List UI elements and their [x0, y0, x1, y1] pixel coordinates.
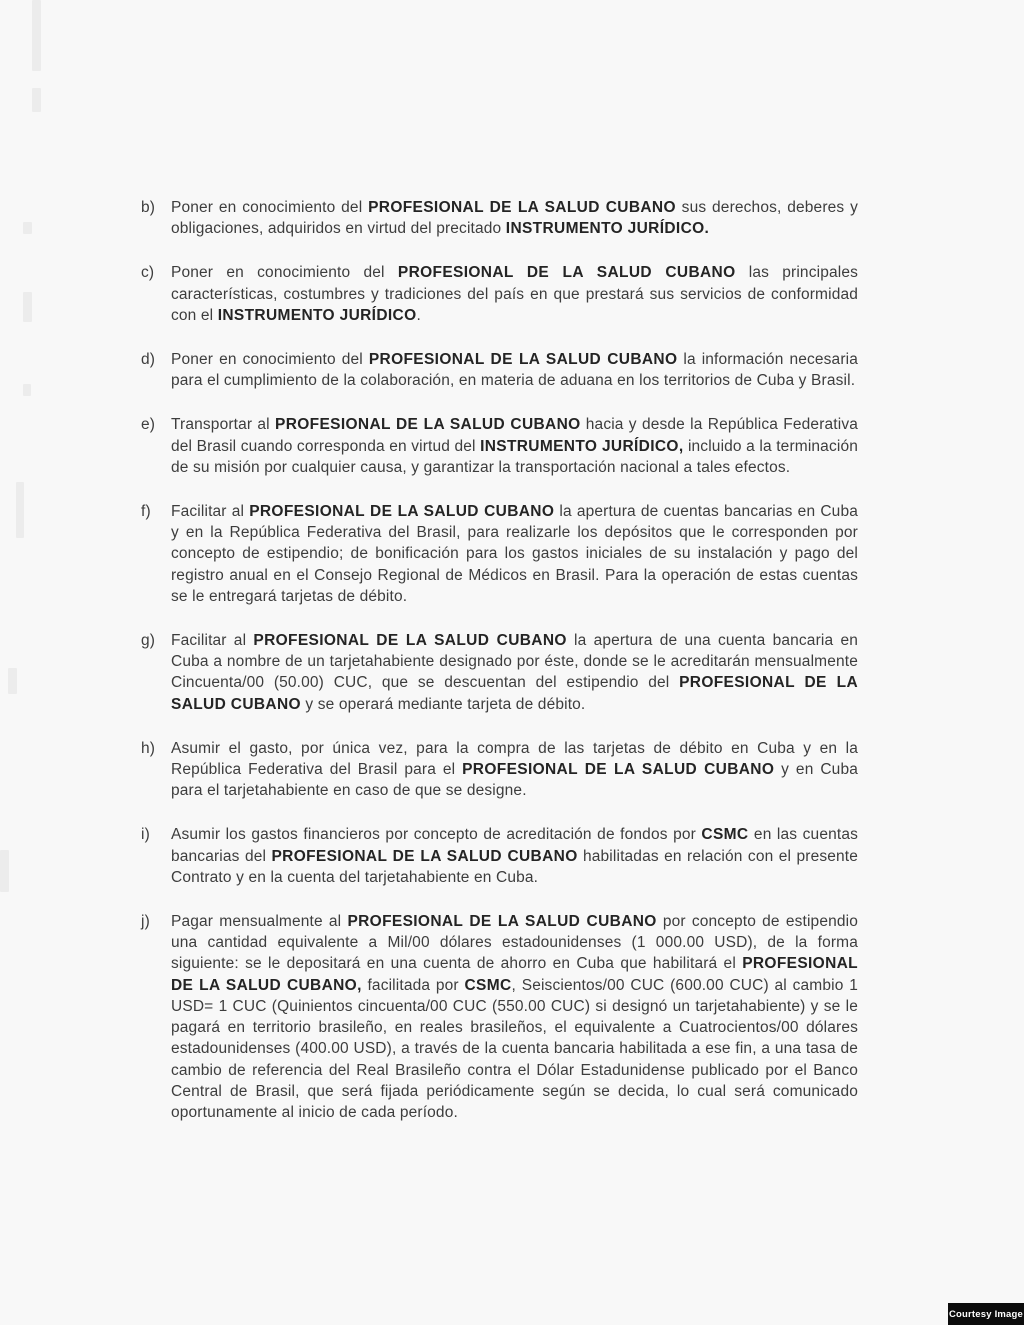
scan-artifact	[23, 384, 31, 396]
clause-text: Transportar al	[171, 416, 276, 434]
scan-artifact	[32, 0, 41, 71]
clause-text-bold: CSMC	[464, 976, 512, 994]
clause-text: Pagar mensualmente al	[171, 913, 348, 931]
clause-g	[141, 630, 858, 715]
clause-letter: b)	[141, 199, 156, 216]
clause-letter: e)	[141, 416, 156, 434]
clause-text-bold: INSTRUMENTO JURÍDICO.	[505, 220, 710, 238]
clause-text: y se operará mediante tarjeta de débito.	[300, 695, 586, 713]
clause-text: las principales características, costumbres y tradiciones del país en que prestará sus servicios de conformidad con el	[171, 264, 858, 324]
clause-text: Facilitar al	[171, 632, 254, 650]
clause-c	[141, 262, 858, 326]
clause-text-bold: PROFESIONAL DE LA SALUD CUBANO	[171, 674, 858, 713]
clause-letter: i)	[141, 826, 150, 844]
courtesy-image-badge: Courtesy Image	[948, 1303, 1024, 1325]
scan-artifact	[23, 222, 32, 234]
clause-text: Poner en conocimiento del	[171, 264, 398, 282]
clause-text: la apertura de cuentas bancarias en Cuba y en la República Federativa del Brasil, para realizarle los depósitos que le corresponden por concepto de estipendio; de bonificación para los gastos iniciales de su instalación y pago del registro anual en el Consejo Regional de Médicos en Brasil. Para la operación de estas cuentas se le entregará tarjetas de débito.	[171, 503, 858, 605]
clause-text: sus derechos, deberes y obligaciones, adquiridos en virtud del precitado	[171, 199, 858, 238]
clause-text-bold: PROFESIONAL DE LA SALUD CUBANO	[249, 503, 555, 521]
clause-letter: h)	[141, 739, 156, 757]
clause-text-bold: CSMC	[701, 826, 749, 844]
clause-text-bold: PROFESIONAL DE LA SALUD CUBANO	[271, 847, 578, 865]
clause-text: en las cuentas bancarias del	[171, 826, 858, 865]
clause-letter: j)	[141, 913, 150, 931]
clause-j	[141, 911, 858, 1123]
clause-text: la información necesaria para el cumplimiento de la colaboración, en materia de aduana en los territorios de Cuba y Brasil.	[171, 351, 859, 390]
scan-artifact	[8, 668, 17, 694]
scan-artifact	[23, 292, 32, 322]
clause-text: incluido a la terminación de su misión por cualquier causa, y garantizar la transportación nacional a tales efectos.	[171, 437, 858, 476]
clause-text: Poner en conocimiento del	[171, 199, 369, 216]
clause-text: Asumir los gastos financieros por concepto de acreditación de fondos por	[171, 826, 702, 844]
clause-text-bold: PROFESIONAL DE LA SALUD CUBANO	[368, 351, 678, 369]
clause-text-bold: INSTRUMENTO JURÍDICO	[217, 306, 417, 324]
clause-text: , Seiscientos/00 CUC (600.00 CUC) al cambio 1 USD= 1 CUC (Quinientos cincuenta/00 CUC (550.00 CUC) si designó un tarjetahabiente) y se le pagará en territorio brasileño, en reales brasileños, el equivalente a Cuatrocientos/00 dólares estadounidenses (400.00 USD), a través de la cuenta bancaria habilitada a ese fin, a una tasa de cambio de referencia del Real Brasileño contra el Dólar Estadunidense publicado por el Banco Central de Brasil, que será fijada periódicamente según se decida, lo cual será comunicado oportunamente al inicio de cada período.	[171, 976, 858, 1121]
clause-text: Facilitar al	[171, 503, 250, 521]
clause-letter: c)	[141, 264, 155, 282]
clause-text-bold: PROFESIONAL DE LA SALUD CUBANO	[347, 913, 657, 931]
clause-h	[141, 738, 858, 802]
clause-text-bold: PROFESIONAL DE LA SALUD CUBANO	[368, 199, 676, 216]
clause-text-bold: PROFESIONAL DE LA SALUD CUBANO	[253, 632, 567, 650]
clause-text: por concepto de estipendio una cantidad equivalente a Mil/00 dólares estadounidenses (1 000.00 USD), de la forma siguiente: se le depositará en una cuenta de ahorro en Cuba que habilitará el	[171, 913, 858, 973]
clause-text-bold: PROFESIONAL DE LA SALUD CUBANO	[397, 264, 736, 282]
clause-i	[141, 824, 858, 888]
scan-artifact	[32, 88, 41, 112]
clause-text: y en Cuba para el tarjetahabiente en caso de que se designe.	[171, 761, 858, 800]
contract-clauses	[141, 197, 858, 1123]
clause-d	[141, 349, 858, 391]
clause-text-bold: PROFESIONAL DE LA SALUD CUBANO	[275, 416, 581, 434]
clause-text-bold: PROFESIONAL DE LA SALUD CUBANO	[462, 761, 775, 779]
clause-text: habilitadas en relación con el presente Contrato y en la cuenta del tarjetahabiente en Cuba.	[171, 847, 859, 886]
clause-text-bold: INSTRUMENTO JURÍDICO,	[480, 437, 684, 455]
clause-e	[141, 414, 858, 478]
clause-text: .	[416, 306, 421, 324]
clause-text: facilitada por	[361, 976, 465, 994]
clause-text: Asumir el gasto, por única vez, para la compra de las tarjetas de débito en Cuba y en la República Federativa del Brasil para el	[171, 739, 858, 779]
clause-text: la apertura de una cuenta bancaria en Cuba a nombre de un tarjetahabiente designado por éste, donde se le acreditarán mensualmente Cincuenta/00 (50.00) CUC, que se descuentan del estipendio del	[171, 632, 858, 692]
clause-text: hacia y desde la República Federativa del Brasil cuando corresponda en virtud del	[171, 416, 858, 455]
clause-b	[141, 197, 858, 239]
clause-f	[141, 501, 858, 607]
clause-text: Poner en conocimiento del	[171, 351, 369, 369]
clause-text-bold: PROFESIONAL DE LA SALUD CUBANO,	[171, 955, 858, 994]
clause-letter: f)	[141, 503, 151, 521]
scan-artifact	[16, 482, 24, 538]
clause-letter: g)	[141, 632, 156, 650]
clause-letter: d)	[141, 351, 156, 369]
scan-artifact	[0, 850, 9, 892]
